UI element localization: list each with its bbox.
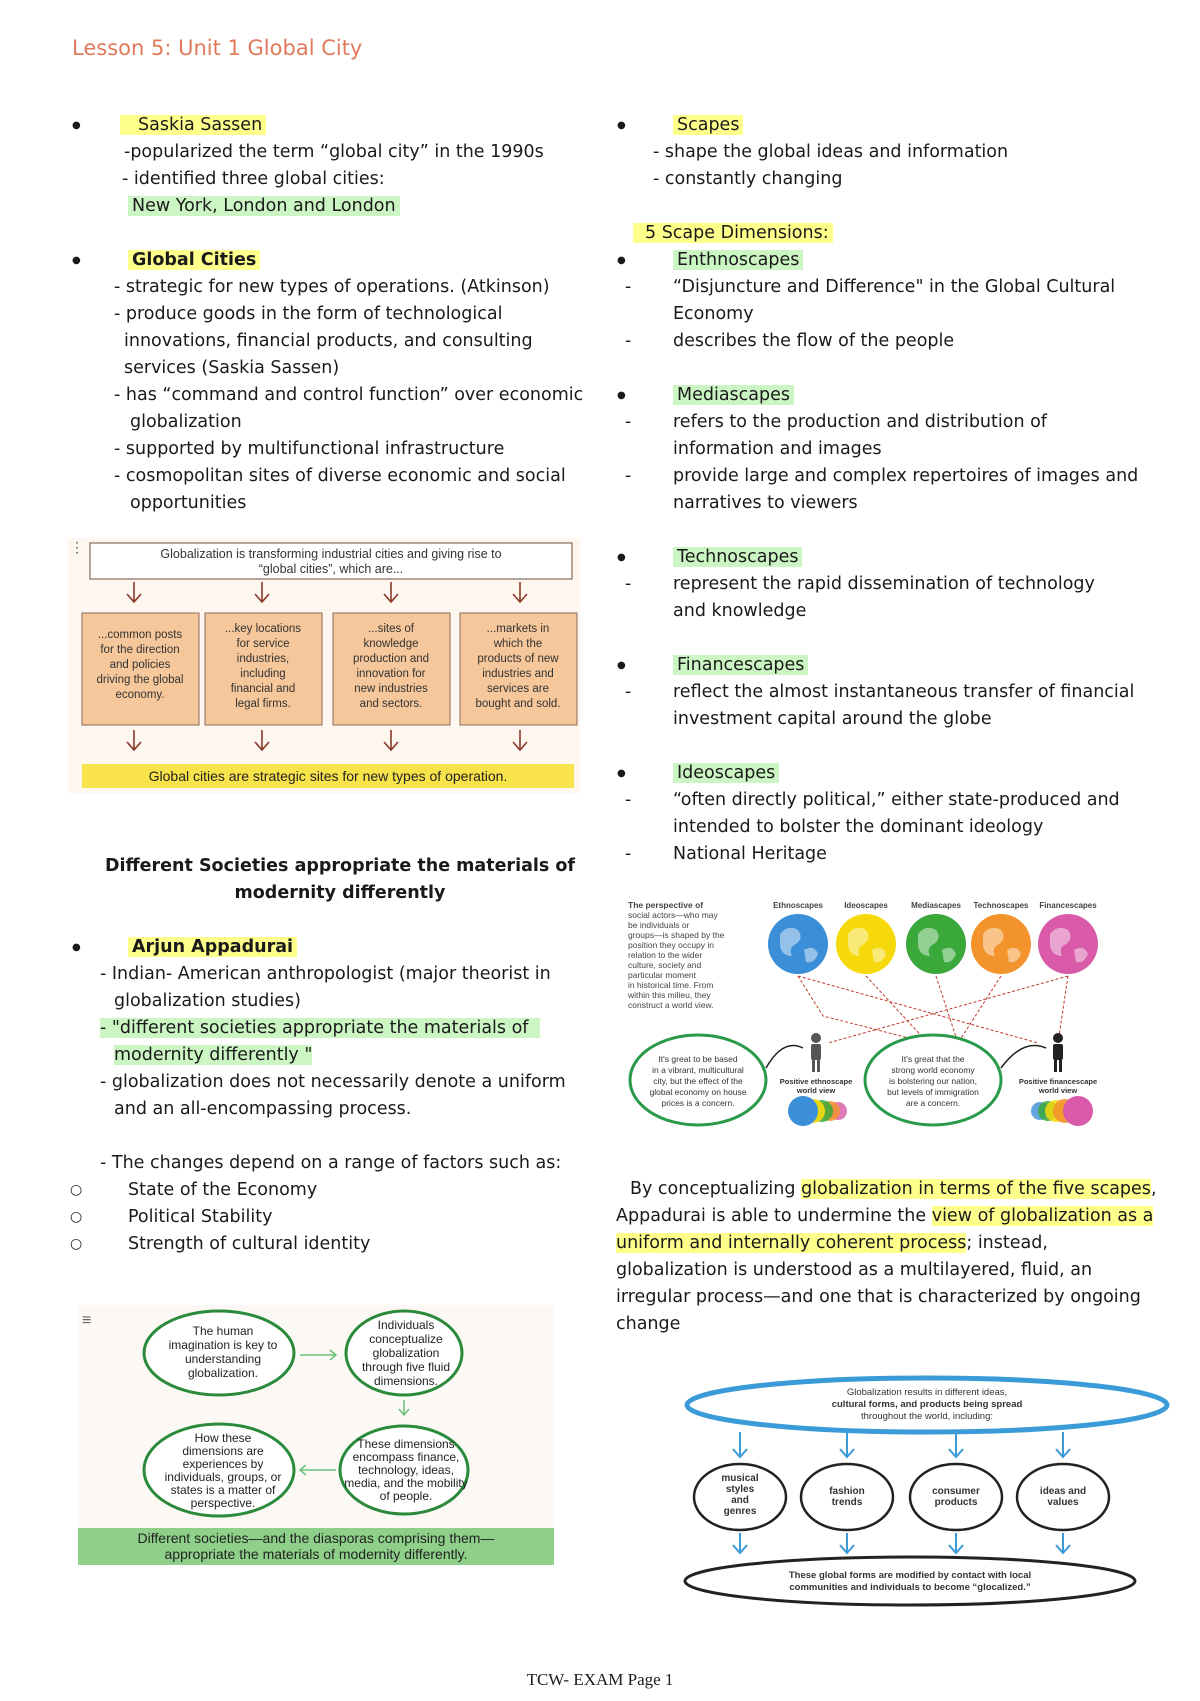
appadurai-paragraph bbox=[616, 1176, 1186, 1338]
sassen-bullet bbox=[100, 112, 620, 139]
societies-heading bbox=[80, 853, 600, 907]
svg-text:technology, ideas,: technology, ideas, bbox=[358, 1463, 454, 1477]
ideoscapes-line-2: intended to bolster the dominant ideology bbox=[673, 817, 1044, 837]
scapes-worldview-diagram bbox=[628, 898, 1108, 1138]
svg-text:including: including bbox=[240, 668, 286, 680]
app-line-7: - The changes depend on a range of factors such as: bbox=[100, 1153, 562, 1173]
appadurai-heading: Arjun Appadurai bbox=[128, 937, 297, 957]
para-1a: By conceptualizing bbox=[630, 1179, 802, 1199]
left-column bbox=[100, 112, 620, 517]
mediascapes-line-4: narratives to viewers bbox=[673, 493, 858, 513]
item-ethnoscapes bbox=[645, 247, 1185, 274]
svg-text:products: products bbox=[934, 1497, 978, 1508]
ideoscapes-line-3: National Heritage bbox=[673, 844, 827, 864]
svg-text:driving the global: driving the global bbox=[96, 674, 184, 686]
svg-text:Financescapes: Financescapes bbox=[1039, 901, 1097, 910]
factor-1-text: State of the Economy bbox=[128, 1180, 318, 1200]
factor-2-text: Political Stability bbox=[128, 1207, 273, 1227]
svg-text:particular moment: particular moment bbox=[628, 970, 697, 980]
svg-text:understanding: understanding bbox=[184, 1352, 262, 1366]
technoscapes-line-2: and knowledge bbox=[673, 601, 807, 621]
svg-text:world view: world view bbox=[796, 1086, 836, 1095]
sassen-heading: Saskia Sassen bbox=[120, 115, 266, 135]
svg-text:Ethnoscapes: Ethnoscapes bbox=[773, 901, 823, 910]
appadurai-section bbox=[100, 934, 620, 1258]
svg-text:The perspective of: The perspective of bbox=[628, 900, 704, 910]
financescapes-heading: Financescapes bbox=[673, 655, 808, 675]
svg-text:How these: How these bbox=[194, 1431, 252, 1445]
svg-text:which the: which the bbox=[493, 638, 543, 650]
svg-text:legal firms.: legal firms. bbox=[235, 698, 291, 710]
page-footer: TCW- EXAM Page 1 bbox=[526, 1670, 674, 1689]
svg-text:Positive financescape: Positive financescape bbox=[1018, 1077, 1098, 1086]
svg-text:It's great to be based: It's great to be based bbox=[658, 1054, 738, 1064]
svg-text:...key locations: ...key locations bbox=[224, 623, 302, 635]
para-2a: Appadurai is able to undermine the bbox=[616, 1206, 932, 1226]
para-5: irregular process—and one that is characterized by ongoing bbox=[616, 1287, 1141, 1307]
svg-text:social actors—who may: social actors—who may bbox=[628, 910, 718, 920]
svg-text:world view: world view bbox=[1038, 1086, 1078, 1095]
svg-text:The human: The human bbox=[192, 1324, 254, 1338]
gc-line-1: - strategic for new types of operations. (Atkinson) bbox=[114, 277, 550, 297]
technoscapes-heading: Technoscapes bbox=[673, 547, 802, 567]
page-title: Lesson 5: Unit 1 Global City bbox=[72, 36, 363, 60]
svg-text:globalization.: globalization. bbox=[187, 1366, 259, 1380]
svg-text:and sectors.: and sectors. bbox=[359, 698, 423, 710]
svg-text:be individuals or: be individuals or bbox=[628, 920, 690, 930]
app-line-4: modernity differently " bbox=[114, 1045, 313, 1065]
svg-text:Globalization results in diffe: Globalization results in different ideas, bbox=[846, 1387, 1008, 1398]
para-4: globalization is understood as a multilayered, fluid, an bbox=[616, 1260, 1093, 1280]
global-cities-heading: Global Cities bbox=[128, 250, 260, 270]
svg-text:products of new: products of new bbox=[477, 653, 559, 665]
svg-text:These global forms are modifie: These global forms are modified by contact with local bbox=[788, 1570, 1032, 1581]
svg-text:genres: genres bbox=[723, 1506, 757, 1517]
svg-text:and: and bbox=[731, 1495, 749, 1506]
ethnoscapes-line-2: Economy bbox=[673, 304, 754, 324]
gc-line-3: innovations, financial products, and consulting bbox=[124, 331, 533, 351]
svg-text:Technoscapes: Technoscapes bbox=[973, 901, 1029, 910]
svg-text:Mediascapes: Mediascapes bbox=[911, 901, 961, 910]
svg-text:cultural forms, and products b: cultural forms, and products being spread bbox=[831, 1399, 1023, 1410]
svg-text:trends: trends bbox=[831, 1497, 863, 1508]
svg-text:states is a matter of: states is a matter of bbox=[170, 1483, 276, 1497]
person-icon-left bbox=[811, 1033, 821, 1072]
app-line-3: - "different societies appropriate the materials of bbox=[100, 1018, 540, 1038]
scapes-line-2: - constantly changing bbox=[653, 169, 843, 189]
svg-text:for service: for service bbox=[236, 638, 290, 650]
svg-text:consumer: consumer bbox=[932, 1486, 980, 1497]
para-3a: uniform and internally coherent process bbox=[616, 1233, 967, 1253]
scapes-heading: Scapes bbox=[673, 115, 743, 135]
gc-line-2: - produce goods in the form of technological bbox=[114, 304, 503, 324]
svg-text:relation to the wider: relation to the wider bbox=[628, 950, 703, 960]
para-3b: ; instead, bbox=[966, 1233, 1048, 1253]
svg-text:perspective.: perspective. bbox=[190, 1496, 256, 1510]
svg-text:imagination is key to: imagination is key to bbox=[168, 1338, 278, 1352]
svg-text:new industries: new industries bbox=[354, 683, 428, 695]
globe-ethnoscapes bbox=[768, 914, 828, 974]
gc-line-6: globalization bbox=[130, 412, 242, 432]
d2-bottom-2: appropriate the materials of modernity differently. bbox=[164, 1546, 468, 1562]
svg-text:groups—is shaped by the: groups—is shaped by the bbox=[628, 930, 725, 940]
svg-text:dimensions.: dimensions. bbox=[373, 1374, 439, 1388]
scapes-bullet bbox=[645, 112, 1185, 139]
svg-text:in historical time. From: in historical time. From bbox=[628, 980, 714, 990]
globe-mediascapes bbox=[906, 914, 966, 974]
global-cities-bullet bbox=[100, 247, 620, 274]
menu-dots-icon: ⋮ bbox=[70, 539, 84, 555]
svg-text:in a vibrant, multicultural: in a vibrant, multicultural bbox=[652, 1065, 744, 1075]
d3-mini-globes-right bbox=[1031, 1096, 1093, 1126]
person-icon-right bbox=[1053, 1033, 1063, 1072]
svg-text:Individuals: Individuals bbox=[377, 1318, 435, 1332]
financescapes-line-1: reflect the almost instantaneous transfer of financial bbox=[673, 682, 1135, 702]
d4-arrows-top bbox=[733, 1432, 1070, 1457]
d3-labels bbox=[773, 901, 1097, 910]
svg-text:dimensions are: dimensions are bbox=[182, 1444, 264, 1458]
svg-text:of people.: of people. bbox=[379, 1489, 433, 1503]
svg-text:globalization: globalization bbox=[372, 1346, 440, 1360]
gc-line-4: services (Saskia Sassen) bbox=[124, 358, 340, 378]
ethnoscapes-line-1: “Disjuncture and Difference" in the Global Cultural bbox=[673, 277, 1116, 297]
globe-technoscapes bbox=[971, 914, 1031, 974]
societies-heading-line-1: Different Societies appropriate the materials of bbox=[104, 856, 576, 876]
svg-text:for the direction: for the direction bbox=[100, 644, 180, 656]
app-line-6: and an all-encompassing process. bbox=[114, 1099, 412, 1119]
para-1b: globalization in terms of the five scapes bbox=[801, 1179, 1151, 1199]
item-mediascapes bbox=[645, 382, 1185, 409]
svg-text:industries,: industries, bbox=[236, 653, 290, 665]
sassen-line-1: -popularized the term “global city” in the 1990s bbox=[124, 142, 544, 162]
svg-text:culture, society and: culture, society and bbox=[628, 960, 702, 970]
factor-2 bbox=[100, 1204, 620, 1231]
svg-text:experiences by: experiences by bbox=[182, 1457, 264, 1471]
svg-text:industries and: industries and bbox=[482, 668, 554, 680]
svg-text:economy.: economy. bbox=[115, 689, 165, 701]
appadurai-bullet bbox=[100, 934, 620, 961]
svg-text:...sites of: ...sites of bbox=[367, 623, 415, 635]
para-6: change bbox=[616, 1314, 681, 1334]
svg-text:are a concern.: are a concern. bbox=[905, 1098, 961, 1108]
globe-ideoscapes bbox=[836, 914, 896, 974]
svg-text:It's great that the: It's great that the bbox=[901, 1054, 965, 1064]
factor-3 bbox=[100, 1231, 620, 1258]
svg-text:fashion: fashion bbox=[829, 1486, 865, 1497]
gc-line-8: - cosmopolitan sites of diverse economic and social bbox=[114, 466, 566, 486]
sassen-line-2: - identified three global cities: bbox=[122, 169, 385, 189]
svg-text:throughout the world, includin: throughout the world, including: bbox=[860, 1411, 994, 1422]
svg-text:musical: musical bbox=[721, 1473, 759, 1484]
svg-text:communities and individuals to: communities and individuals to become “glocalized.” bbox=[789, 1582, 1031, 1593]
svg-text:innovation for: innovation for bbox=[356, 668, 426, 680]
d4-arrows-bottom bbox=[733, 1533, 1070, 1553]
d3-mini-globes-left bbox=[788, 1096, 847, 1126]
svg-text:and policies: and policies bbox=[109, 659, 171, 671]
mediascapes-line-2: information and images bbox=[673, 439, 882, 459]
svg-text:strong world economy: strong world economy bbox=[891, 1065, 975, 1075]
d3-intro bbox=[628, 900, 725, 1010]
svg-text:but levels of immigration: but levels of immigration bbox=[887, 1087, 979, 1097]
svg-text:position they occupy in: position they occupy in bbox=[628, 940, 714, 950]
svg-text:services are: services are bbox=[487, 683, 549, 695]
dimensions-heading: 5 Scape Dimensions: bbox=[633, 223, 833, 243]
svg-text:global economy on house: global economy on house bbox=[649, 1087, 747, 1097]
mediascapes-line-3: provide large and complex repertoires of images and bbox=[673, 466, 1139, 486]
svg-text:through five fluid: through five fluid bbox=[361, 1360, 451, 1374]
ideoscapes-heading: Ideoscapes bbox=[673, 763, 779, 783]
app-line-1: - Indian- American anthropologist (major theorist in bbox=[100, 964, 551, 984]
ethnoscapes-line-3: describes the flow of the people bbox=[673, 331, 955, 351]
global-cities-diagram bbox=[68, 538, 580, 793]
svg-text:financial and: financial and bbox=[230, 683, 296, 695]
ideoscapes-line-1: “often directly political,” either state-produced and bbox=[673, 790, 1120, 810]
mediascapes-heading: Mediascapes bbox=[673, 385, 794, 405]
svg-text:individuals, groups, or: individuals, groups, or bbox=[164, 1470, 282, 1484]
societies-heading-line-2: modernity differently bbox=[234, 883, 446, 903]
svg-text:media, and the mobility: media, and the mobility bbox=[344, 1476, 468, 1490]
gc-line-5: - has “command and control function” over economic bbox=[114, 385, 584, 405]
imagination-diagram bbox=[78, 1305, 554, 1565]
gc-line-9: opportunities bbox=[130, 493, 247, 513]
d3-dashed-lines bbox=[798, 976, 1068, 1043]
svg-text:construct a world view.: construct a world view. bbox=[628, 1000, 714, 1010]
svg-text:within this milieu, they: within this milieu, they bbox=[628, 990, 711, 1000]
svg-text:Positive ethnoscape: Positive ethnoscape bbox=[779, 1077, 853, 1086]
d1-top-line-1: Globalization is transforming industrial cities and giving rise to bbox=[160, 547, 502, 561]
ethnoscapes-heading: Enthnoscapes bbox=[673, 250, 803, 270]
svg-text:bought and sold.: bought and sold. bbox=[475, 698, 561, 710]
svg-text:These dimensions: These dimensions bbox=[357, 1437, 455, 1451]
sassen-cities: New York, London and London bbox=[128, 196, 400, 216]
menu-lines-icon: ≡ bbox=[82, 1312, 92, 1329]
factor-3-text: Strength of cultural identity bbox=[128, 1234, 371, 1254]
d3-globes bbox=[768, 914, 1098, 974]
mediascapes-line-1: refers to the production and distribution of bbox=[673, 412, 1047, 432]
gc-line-7: - supported by multifunctional infrastructure bbox=[114, 439, 505, 459]
svg-text:ideas and: ideas and bbox=[1039, 1486, 1087, 1497]
para-1c: , bbox=[1150, 1179, 1157, 1199]
d1-bottom: Global cities are strategic sites for new types of operation. bbox=[148, 768, 508, 784]
svg-text:encompass finance,: encompass finance, bbox=[352, 1450, 460, 1464]
item-ideoscapes bbox=[645, 760, 1185, 787]
d1-top-line-2: “global cities”, which are... bbox=[258, 562, 404, 576]
svg-text:prices is a concern.: prices is a concern. bbox=[661, 1098, 735, 1108]
svg-text:production and: production and bbox=[352, 653, 430, 665]
svg-text:styles: styles bbox=[725, 1484, 755, 1495]
scapes-line-1: - shape the global ideas and information bbox=[653, 142, 1009, 162]
financescapes-line-2: investment capital around the globe bbox=[673, 709, 992, 729]
right-column bbox=[645, 112, 1185, 868]
factor-1 bbox=[100, 1177, 620, 1204]
svg-text:...markets in: ...markets in bbox=[486, 623, 550, 635]
svg-text:knowledge: knowledge bbox=[363, 638, 419, 650]
svg-text:is bolstering our nation,: is bolstering our nation, bbox=[889, 1076, 977, 1086]
svg-text:values: values bbox=[1047, 1497, 1079, 1508]
item-technoscapes bbox=[645, 544, 1185, 571]
para-2b: view of globalization as a bbox=[931, 1206, 1154, 1226]
svg-text:city, but the effect of the: city, but the effect of the bbox=[653, 1076, 743, 1086]
item-financescapes bbox=[645, 652, 1185, 679]
technoscapes-line-1: represent the rapid dissemination of technology bbox=[673, 574, 1095, 594]
app-line-5: - globalization does not necessarily denote a uniform bbox=[100, 1072, 566, 1092]
svg-text:conceptualize: conceptualize bbox=[369, 1332, 443, 1346]
glocalization-diagram bbox=[680, 1375, 1180, 1615]
svg-text:...common posts: ...common posts bbox=[97, 629, 183, 641]
svg-text:Ideoscapes: Ideoscapes bbox=[844, 901, 888, 910]
globe-financescapes bbox=[1038, 914, 1098, 974]
app-line-2: globalization studies) bbox=[114, 991, 301, 1011]
d2-bottom-1: Different societies—and the diasporas comprising them— bbox=[137, 1530, 495, 1546]
